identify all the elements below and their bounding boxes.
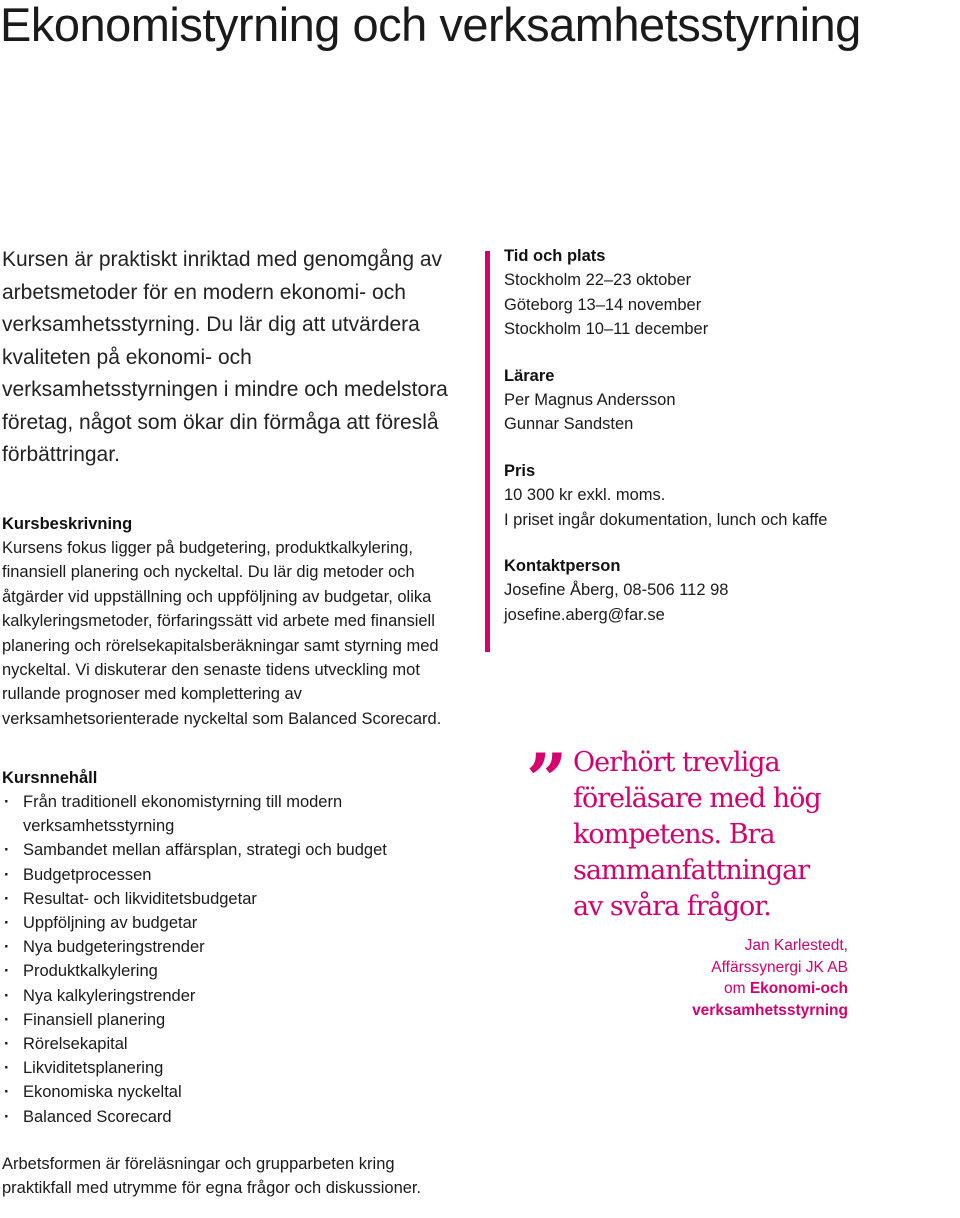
- contact-name-phone: Josefine Åberg, 08-506 112 98: [504, 581, 729, 600]
- list-item: · Rörelsekapital: [2, 1032, 472, 1056]
- list-item: · Nya budgeteringstrender: [2, 935, 472, 959]
- list-item: · Nya kalkyleringstrender: [2, 984, 472, 1008]
- info-sidebar: [504, 244, 924, 649]
- attribution-prefix: om: [723, 980, 746, 997]
- testimonial-quote: [573, 745, 873, 925]
- attribution-name: Jan Karlestedt,: [744, 937, 848, 954]
- quote-line: sammanfattningar: [573, 855, 810, 886]
- quote-line: föreläsare med hög: [573, 783, 821, 814]
- time-place-heading: Tid och plats: [504, 247, 606, 265]
- course-description-section: [2, 512, 472, 731]
- list-item: · Resultat- och likviditetsbudgetar: [2, 887, 472, 911]
- intro-paragraph: [2, 244, 462, 472]
- attribution-course-name-2: verksamhetsstyrning: [692, 1001, 848, 1019]
- price-value: 10 300 kr exkl. moms.: [504, 485, 666, 504]
- attribution-course-name: Ekonomi-och: [749, 980, 848, 997]
- quote-line: kompetens. Bra: [573, 819, 775, 850]
- attribution-company: Affärssynergi JK AB: [711, 958, 848, 976]
- quote-line: Oerhört trevliga: [573, 747, 780, 778]
- course-content-list: [2, 790, 472, 1129]
- teachers-section: [504, 364, 924, 437]
- contact-email[interactable]: josefine.aberg@far.se: [504, 605, 665, 624]
- time-place-line: Stockholm 22–23 oktober: [504, 271, 692, 289]
- course-content-heading: Kursnnehåll: [2, 769, 98, 787]
- page-title: Ekonomistyrning och verksamhetsstyrning: [0, 0, 861, 51]
- contact-heading: Kontaktperson: [504, 557, 621, 576]
- list-item: · Budgetprocessen: [2, 863, 472, 887]
- time-place-section: [504, 244, 924, 342]
- list-item: · Ekonomiska nyckeltal: [2, 1080, 472, 1104]
- teacher-name: Gunnar Sandsten: [504, 415, 634, 434]
- intro-text: Kursen är praktiskt inriktad med genomgång av arbetsmetoder för en modern ekonomi- och verksamhetsstyrning. Du lär dig att utvärdera kvaliteten på ekonomi- och verksamhetsstyrningen i mindre och medelstora företag, något som ökar din förmåga att föreslå förbättringar.: [2, 248, 448, 466]
- teacher-name: Per Magnus Andersson: [504, 390, 676, 409]
- price-heading: Pris: [504, 461, 536, 480]
- contact-section: [504, 554, 924, 627]
- time-place-line: Stockholm 10–11 december: [504, 320, 709, 339]
- attribution-course: [600, 978, 848, 1000]
- course-content-section: [2, 766, 472, 1129]
- quotation-mark-icon: ”: [526, 737, 568, 822]
- course-description-text: Kursens fokus ligger på budgetering, produktkalkylering, finansiell planering och nyckeltal. Du lär dig metoder och åtgärder vid uppställning och uppföljning av budgetar, olika kalkyleringsmetoder, förfaringssätt vid arbete med finansiell planering och rörelsekapitalsberäkningar samt styrning med nyckeltal. Vi diskuterar den senaste tidens utveckling mot rullande prognoser med komplettering av verksamhetsorienterade nyckeltal som Balanced Scorecard.: [2, 539, 442, 728]
- price-section: [504, 459, 924, 532]
- quote-attribution: [600, 935, 848, 1021]
- footer-note: Arbetsformen är föreläsningar och grupparbeten kring praktikfall med utrymme för egna frågor och diskussioner.: [2, 1155, 422, 1198]
- list-item: · Uppföljning av budgetar: [2, 911, 472, 935]
- list-item: · Produktkalkylering: [2, 959, 472, 983]
- course-description-heading: Kursbeskrivning: [2, 515, 133, 533]
- list-item: · Finansiell planering: [2, 1008, 472, 1032]
- price-includes: I priset ingår dokumentation, lunch och kaffe: [504, 510, 828, 529]
- quote-line: av svåra frågor.: [573, 891, 771, 922]
- teachers-heading: Lärare: [504, 366, 555, 385]
- list-item: · Sambandet mellan affärsplan, strategi och budget: [2, 838, 472, 862]
- list-item: · Likviditetsplanering: [2, 1056, 472, 1080]
- list-item: · Balanced Scorecard: [2, 1105, 472, 1129]
- time-place-line: Göteborg 13–14 november: [504, 295, 702, 314]
- accent-bar: [485, 251, 490, 652]
- list-item: · Från traditionell ekonomistyrning till modern verksamhetsstyrning: [2, 790, 472, 838]
